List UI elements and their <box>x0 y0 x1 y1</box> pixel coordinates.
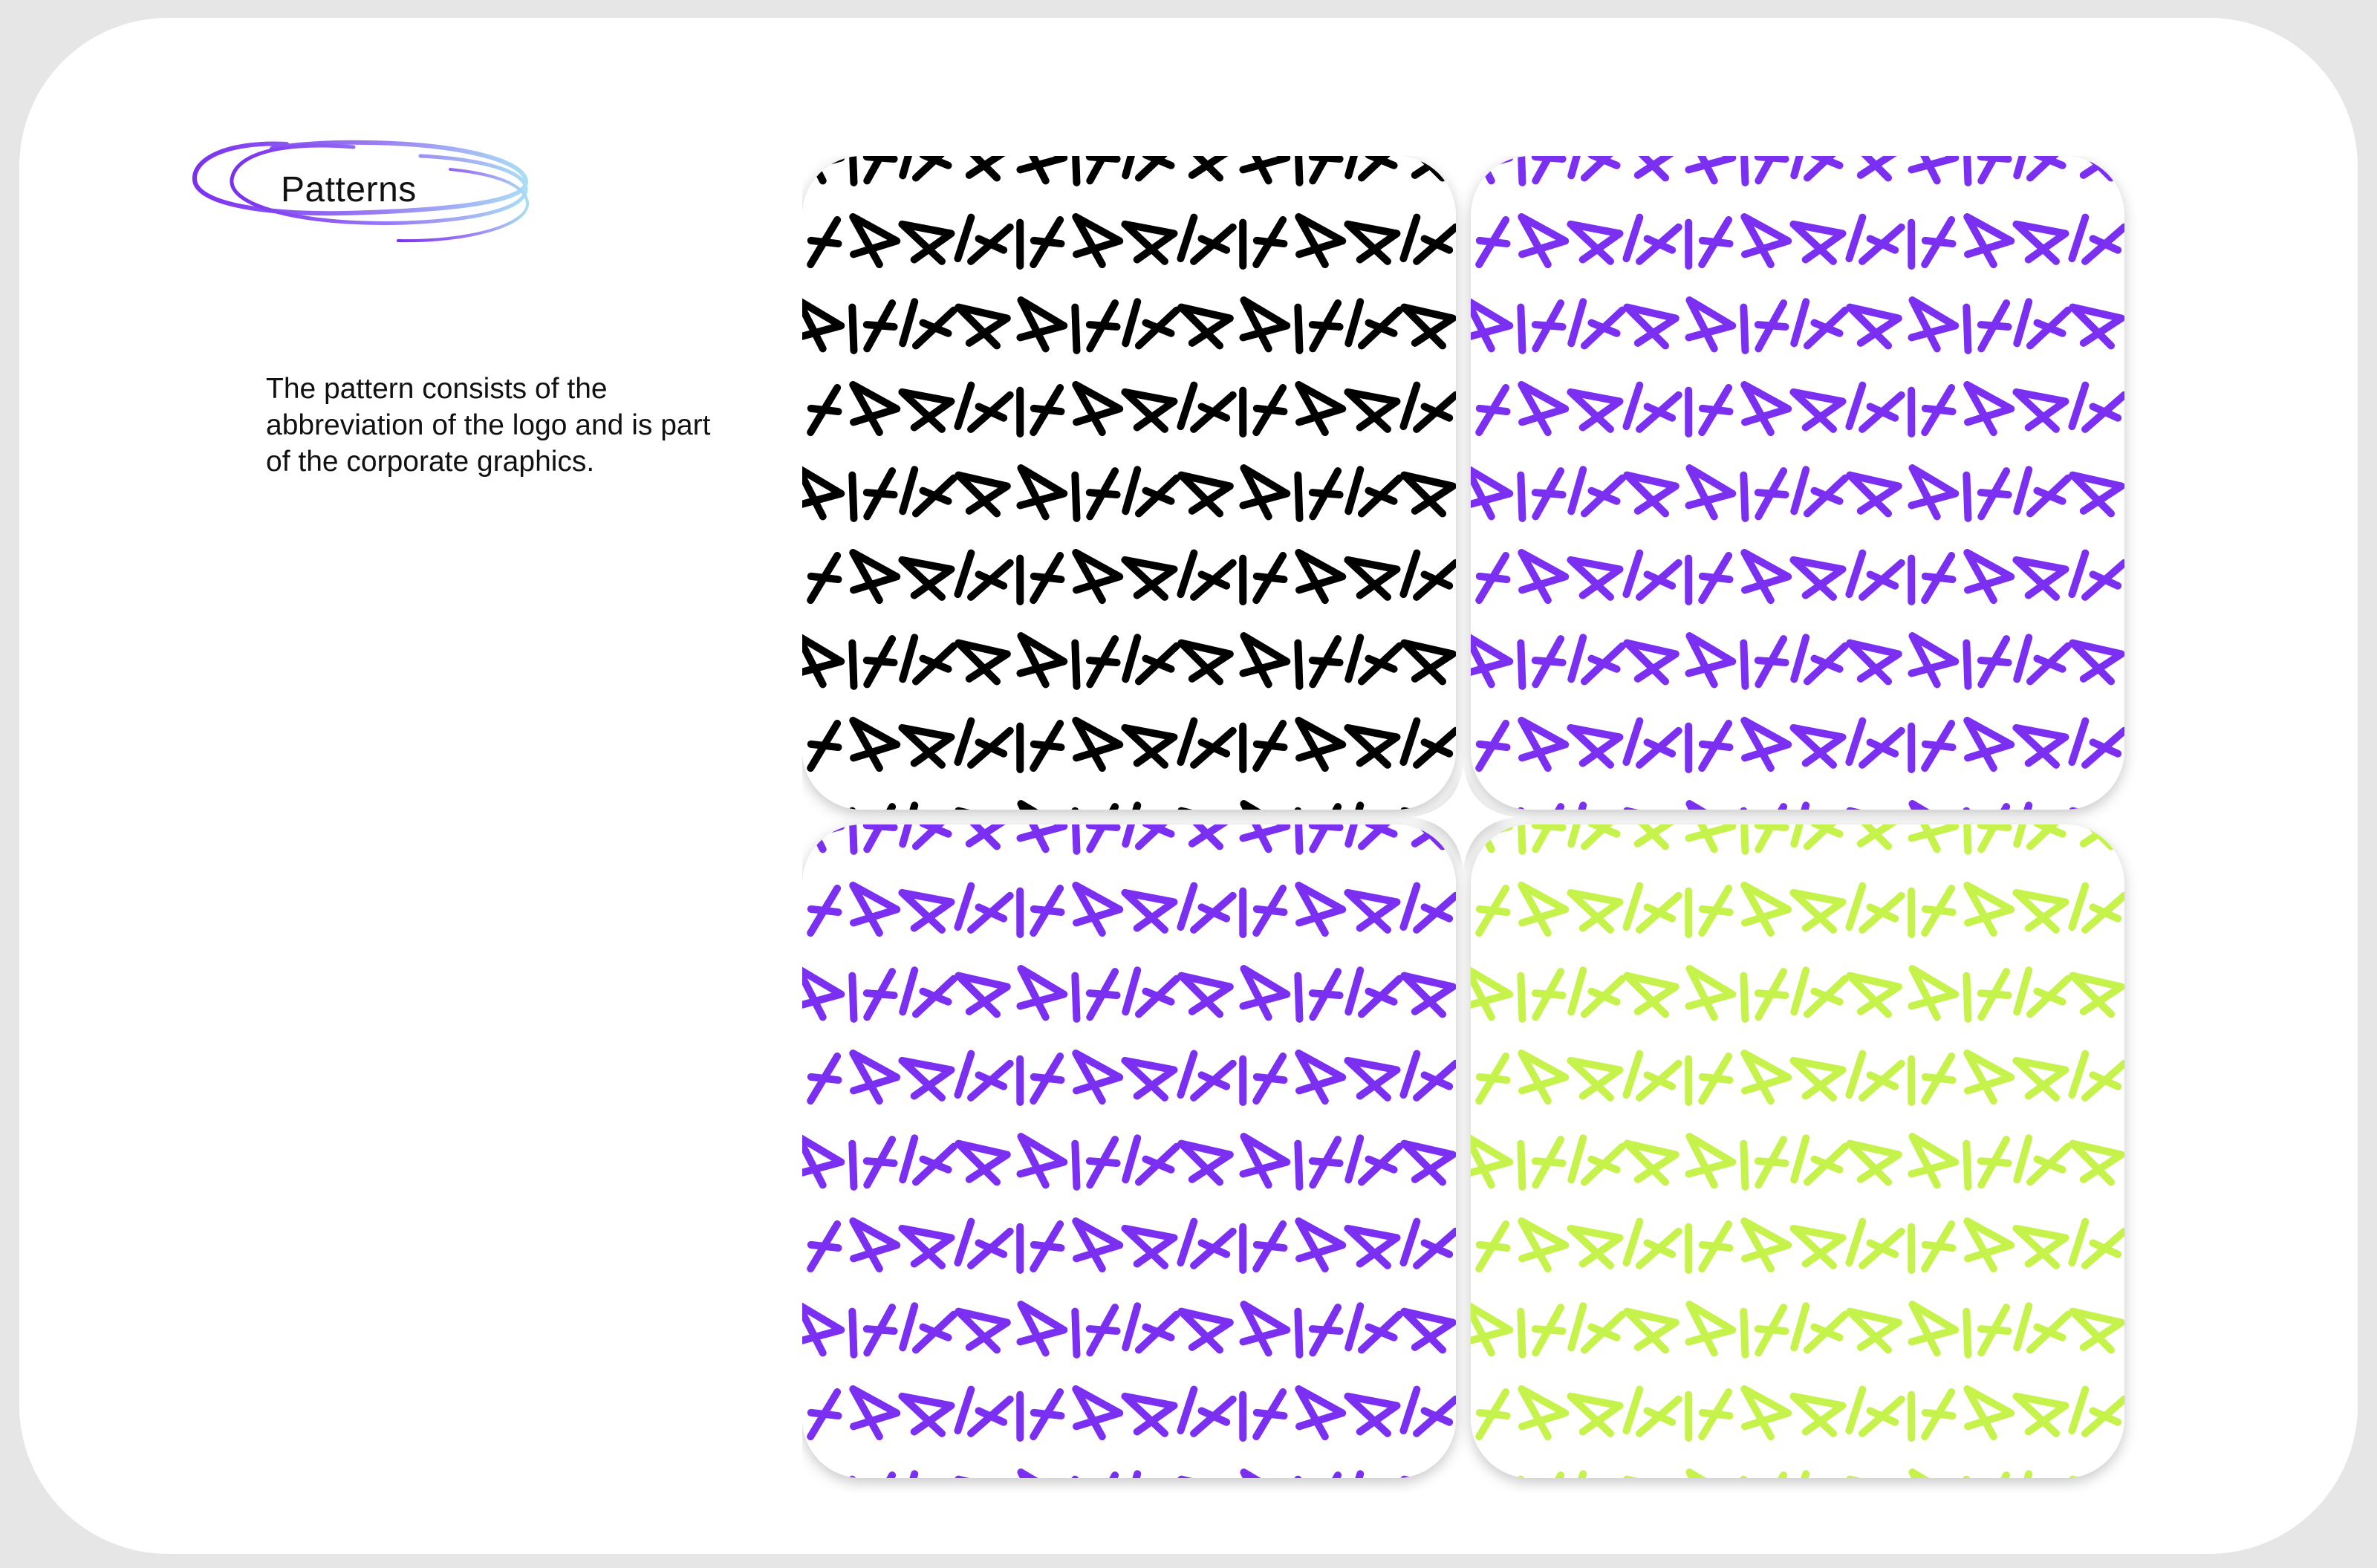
logo-monogram-icon <box>2130 887 2139 934</box>
logo-monogram-icon <box>2130 218 2139 266</box>
pattern-description: The pattern consists of the abbreviation of the logo and is part of the corporate graphics. <box>266 373 711 478</box>
logo-monogram-icon <box>2129 1472 2139 1493</box>
logo-monogram-icon <box>2130 386 2139 434</box>
title-badge <box>183 122 539 270</box>
logo-monogram-icon <box>2129 156 2139 183</box>
logo-monogram-icon <box>1460 1472 1512 1493</box>
logo-monogram-icon <box>802 1472 844 1493</box>
logo-monogram-icon <box>2129 636 2139 686</box>
brand-guideline-page <box>19 18 2358 1554</box>
pattern-tile-violet-sky <box>1347 156 2139 855</box>
logo-monogram-icon <box>1460 1472 1512 1493</box>
logo-monogram-icon <box>2129 468 2139 518</box>
logo-monogram-icon <box>2130 554 2139 602</box>
pattern-showcase <box>802 156 2139 1493</box>
logo-monogram-icon <box>2129 1304 2139 1355</box>
pattern-tile-black <box>802 156 1567 855</box>
logo-monogram-icon <box>2130 1055 2139 1102</box>
logo-monogram-icon <box>2130 1223 2139 1270</box>
logo-monogram-icon <box>2130 1390 2139 1438</box>
logo-monogram-icon <box>2129 1136 2139 1187</box>
logo-monogram-icon <box>2129 969 2139 1019</box>
logo-monogram-icon <box>2130 722 2139 770</box>
logo-monogram-icon <box>2130 719 2139 767</box>
logo-monogram-icon <box>2129 300 2139 351</box>
page-title: Patterns <box>281 170 417 209</box>
logo-monogram-icon <box>2129 804 2139 854</box>
logo-monogram-icon <box>2129 801 2139 851</box>
pattern-quad-graphic <box>802 156 2139 1493</box>
